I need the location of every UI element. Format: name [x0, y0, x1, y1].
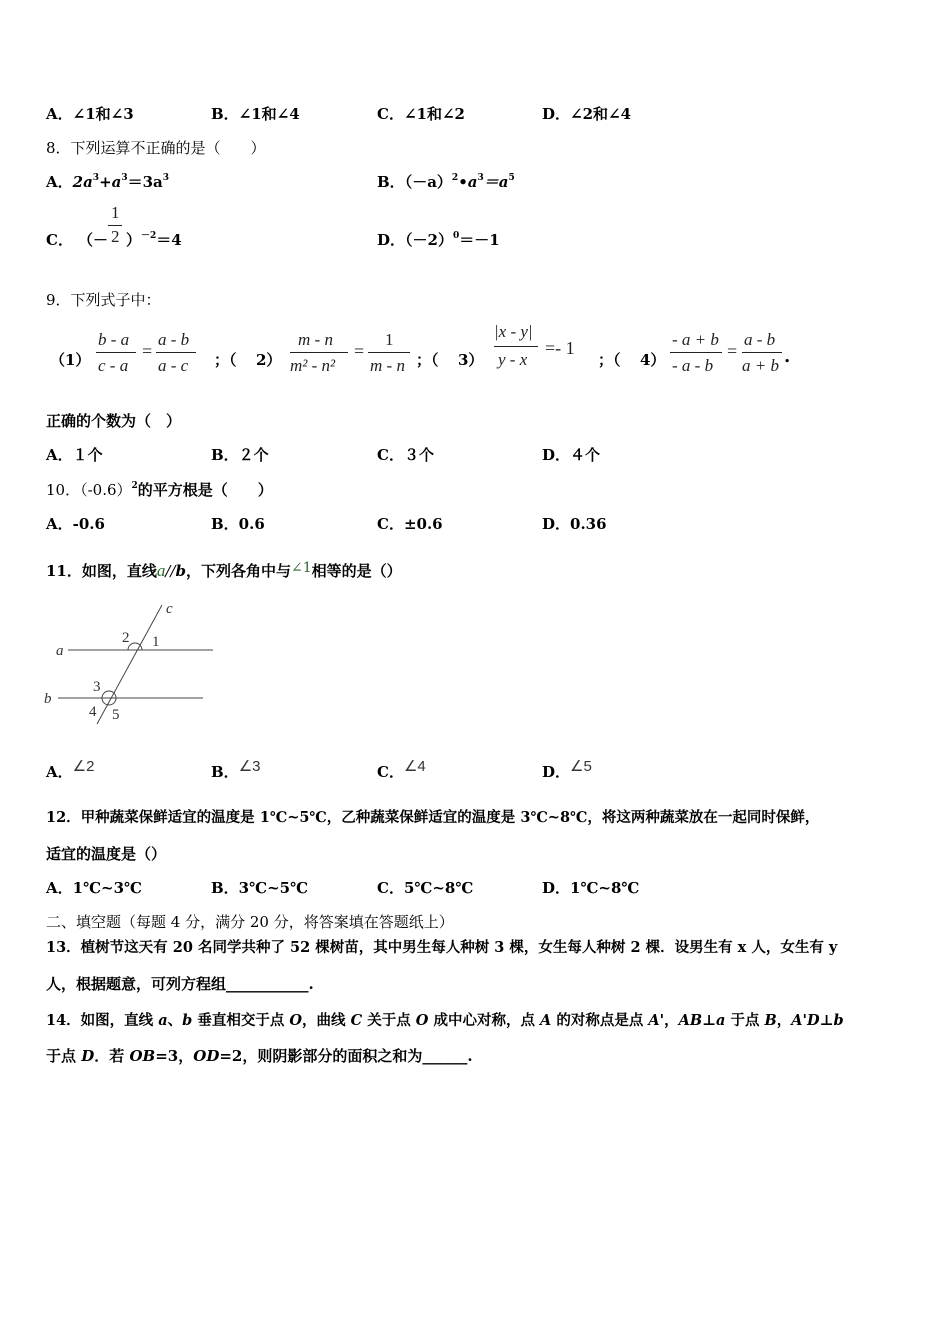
q11-stem: 11．如图，直线a//b，下列各角中与∠1相等的是（） — [46, 560, 402, 580]
q12-option-c: C．5℃~8℃ — [377, 879, 474, 897]
q9-separator-1: ；（ — [214, 351, 237, 369]
q11-option-a: A．∠2 — [46, 758, 95, 781]
q9-expr2-right-fraction: 1 m - n — [368, 330, 412, 378]
q9-expr1-equals: = — [142, 341, 153, 361]
q9-separator-3: ；（ — [598, 351, 621, 369]
q13-line-1: 13．植树节这天有 20 名同学共种了 52 棵树苗，其中男生每人种树 3 棵，女生每人种树 2 棵．设男生有 x 人，女生有 y — [46, 939, 838, 956]
q9-option-d: D．４个 — [542, 446, 601, 464]
label-5: 5 — [112, 707, 120, 723]
q10-option-a: A．-0.6 — [46, 515, 105, 533]
q11-option-c: C．∠4 — [377, 758, 426, 781]
q9-expr1-right-fraction: a - b a - c — [156, 330, 198, 378]
q9-stem: 9．下列式子中： — [46, 291, 161, 309]
label-4: 4 — [89, 704, 97, 720]
q9-expr3-equals: =- 1 — [545, 338, 575, 358]
label-a: a — [56, 643, 64, 659]
section-2-heading: 二、填空题（每题 4 分，满分 20 分，将答案填在答题纸上） — [46, 913, 454, 931]
q9-expr3-label: 3） — [458, 351, 484, 369]
q11-option-d: D．∠5 — [542, 758, 592, 781]
q12-option-b: B．3℃~5℃ — [211, 879, 309, 897]
q9-expr4-equals: = — [727, 341, 738, 361]
q9-expr3-fraction: |x - y| y - x — [494, 322, 540, 374]
q9-expr2-left-fraction: m - n m² - n² — [290, 330, 350, 378]
q10-option-d: D．0.36 — [542, 515, 607, 533]
q9-option-b: B．２个 — [211, 446, 269, 464]
q8-option-c-close: ）$^{-2}$＝4 — [126, 231, 182, 249]
q11-figure — [40, 596, 225, 731]
q9-expr4-right-fraction: a - b a + b — [742, 330, 784, 378]
q9-expr1-left-fraction: b - a c - a — [96, 330, 138, 378]
q12-line-2: 适宜的温度是（） — [46, 845, 167, 863]
q8-option-c-label: C． — [46, 231, 73, 249]
q13-line-2: 人，根据题意，可列方程组___________. — [46, 975, 314, 993]
label-1: 1 — [152, 634, 160, 650]
label-c: c — [166, 601, 173, 617]
q7-option-d: D．∠2和∠4 — [542, 105, 632, 123]
q12-option-a: A．1℃~3℃ — [46, 879, 143, 897]
label-3: 3 — [93, 679, 101, 695]
q10-option-c: C．±0.6 — [377, 515, 443, 533]
q8-option-b: B．$(-a)^2•a^3=a^5$ — [377, 173, 515, 191]
q9-separator-2: ；（ — [416, 351, 439, 369]
q9-expr2-label: 2） — [256, 351, 282, 369]
q9-expr2-equals: = — [354, 341, 365, 361]
q10-option-b: B．0.6 — [211, 515, 265, 533]
q9-expr4-label: 4） — [640, 351, 666, 369]
q11-option-b: B．∠3 — [211, 758, 261, 781]
label-2: 2 — [122, 630, 130, 646]
q8-stem: 8．下列运算不正确的是（ ） — [46, 139, 266, 157]
q8-option-d: D．$(-2)^0=-1$ — [377, 231, 500, 249]
q8-option-a: A．$2a^3+a^3=3a^3$ — [46, 173, 170, 191]
line-c — [97, 605, 162, 724]
q8-option-c-fraction: 1 2 — [108, 203, 124, 249]
q9-expr1-label: （1） — [50, 351, 91, 369]
q12-option-d: D．1℃~8℃ — [542, 879, 640, 897]
q7-option-a: A．∠1和∠3 — [46, 105, 134, 123]
q9-option-c: C．３个 — [377, 446, 434, 464]
q7-option-c: C．∠1和∠2 — [377, 105, 465, 123]
q14-line-2: 于点 D．若 OB=3，OD=2，则阴影部分的面积之和为______. — [46, 1047, 473, 1065]
q9-option-a: A．１个 — [46, 446, 103, 464]
label-b: b — [44, 691, 52, 707]
q7-option-b: B．∠1和∠4 — [211, 105, 300, 123]
q9-expr4-period: . — [784, 346, 791, 367]
q12-line-1: 12．甲种蔬菜保鲜适宜的温度是 1℃~5℃，乙种蔬菜保鲜适宜的温度是 3℃~8℃，将这两种蔬菜放在一起同时保鲜， — [46, 809, 820, 826]
q9-expr4-left-fraction: - a + b - a - b — [670, 330, 724, 378]
q10-stem: 10．$(-0.6)^2$的平方根是（ ） — [46, 481, 273, 499]
q8-option-c-open: （－ — [78, 231, 109, 249]
q14-line-1: 14．如图，直线 a、b 垂直相交于点 O，曲线 C 关于点 O 成中心对称，点 A 的对称点是点 A'，AB⊥a 于点 B，A'D⊥b — [46, 1012, 844, 1029]
q9-tail: 正确的个数为（ ） — [46, 412, 182, 430]
